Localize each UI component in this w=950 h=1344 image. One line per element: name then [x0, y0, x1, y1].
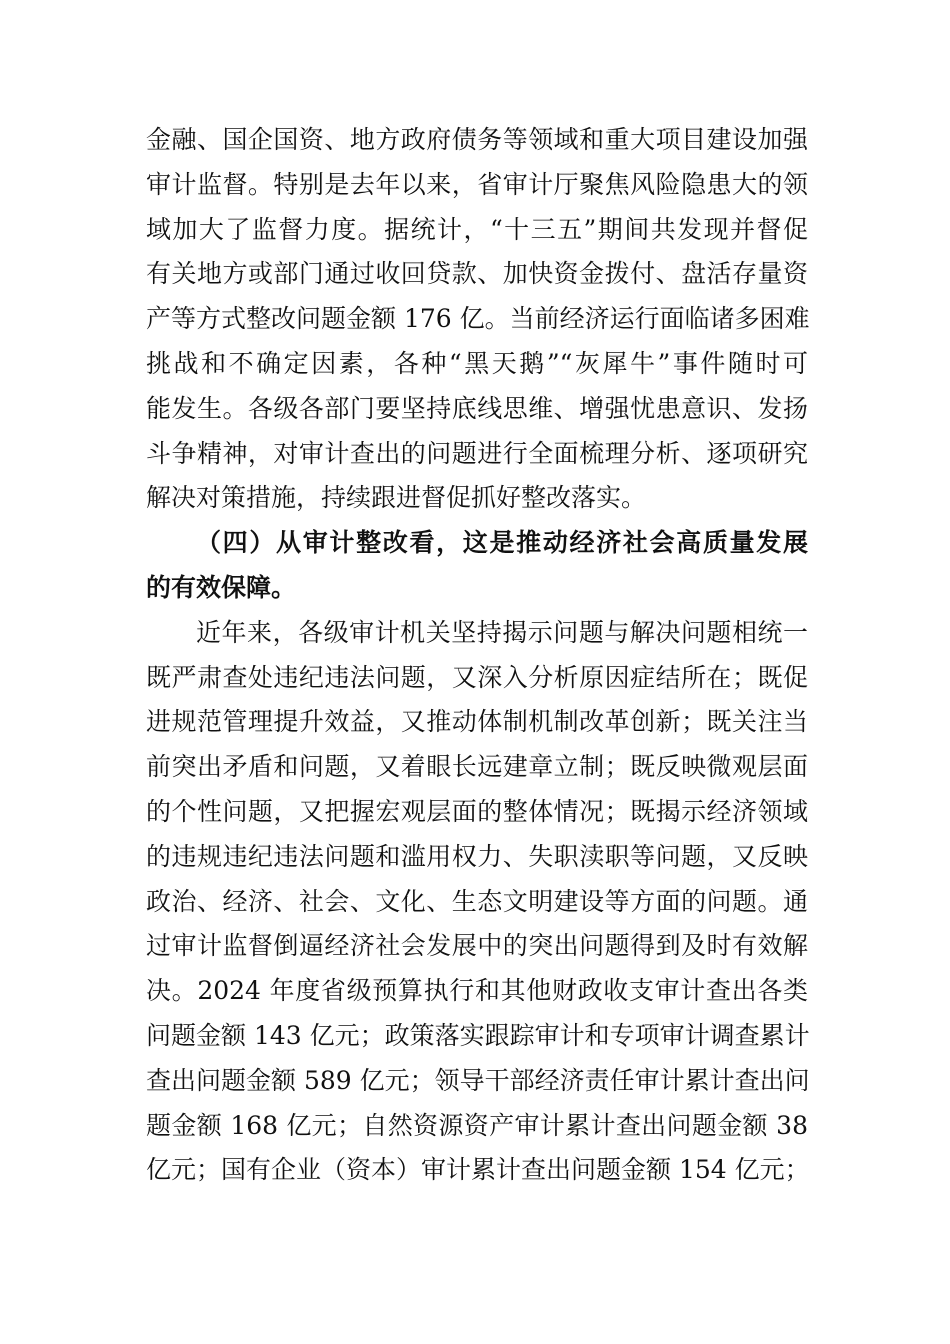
text-line: 进规范管理提升效益，又推动体制机制改革创新；既关注当	[146, 707, 808, 737]
text-line: 的违规违纪违法问题和滥用权力、失职渎职等问题，又反映	[146, 841, 808, 871]
text-line: 近年来，各级审计机关坚持揭示问题与解决问题相统一	[196, 617, 808, 647]
text-line: 能发生。各级各部门要坚持底线思维、增强忧患意识、发扬	[146, 393, 808, 423]
text-line: 前突出矛盾和问题，又着眼长远建章立制；既反映微观层面	[146, 752, 808, 782]
section-heading: 的有效保障。	[146, 572, 297, 602]
section-heading: （四）从审计整改看，这是推动经济社会高质量发展	[196, 528, 808, 558]
text-line: 问题金额 143 亿元；政策落实跟踪审计和专项审计调查累计	[146, 1020, 810, 1050]
text-line: 解决对策措施，持续跟进督促抓好整改落实。	[146, 483, 647, 513]
text-line: 审计监督。特别是去年以来，省审计厅聚焦风险隐患大的领	[146, 169, 808, 199]
text-line: 查出问题金额 589 亿元；领导干部经济责任审计累计查出问	[146, 1065, 810, 1095]
text-line: 有关地方或部门通过收回贷款、加快资金拨付、盘活存量资	[146, 259, 808, 289]
document-body	[146, 118, 808, 1193]
text-line: 挑战和不确定因素，各种“黑天鹅”“灰犀牛”事件随时可	[146, 348, 808, 378]
text-line: 斗争精神，对审计查出的问题进行全面梳理分析、逐项研究	[146, 438, 808, 468]
text-line: 的个性问题，又把握宏观层面的整体情况；既揭示经济领域	[146, 796, 808, 826]
text-line: 过审计监督倒逼经济社会发展中的突出问题得到及时有效解	[146, 931, 808, 961]
text-line: 政治、经济、社会、文化、生态文明建设等方面的问题。通	[146, 886, 808, 916]
text-line: 亿元；国有企业（资本）审计累计查出问题金额 154 亿元；	[146, 1155, 810, 1185]
text-line: 产等方式整改问题金额 176 亿。当前经济运行面临诸多困难	[146, 304, 810, 334]
text-line: 既严肃查处违纪违法问题，又深入分析原因症结所在；既促	[146, 662, 808, 692]
text-line: 题金额 168 亿元；自然资源资产审计累计查出问题金额 38	[146, 1110, 808, 1140]
text-line: 决。2024 年度省级预算执行和其他财政收支审计查出各类	[146, 976, 808, 1006]
text-line: 域加大了监督力度。据统计，“十三五”期间共发现并督促	[146, 214, 808, 244]
text-line: 金融、国企国资、地方政府债务等领域和重大项目建设加强	[146, 125, 808, 154]
